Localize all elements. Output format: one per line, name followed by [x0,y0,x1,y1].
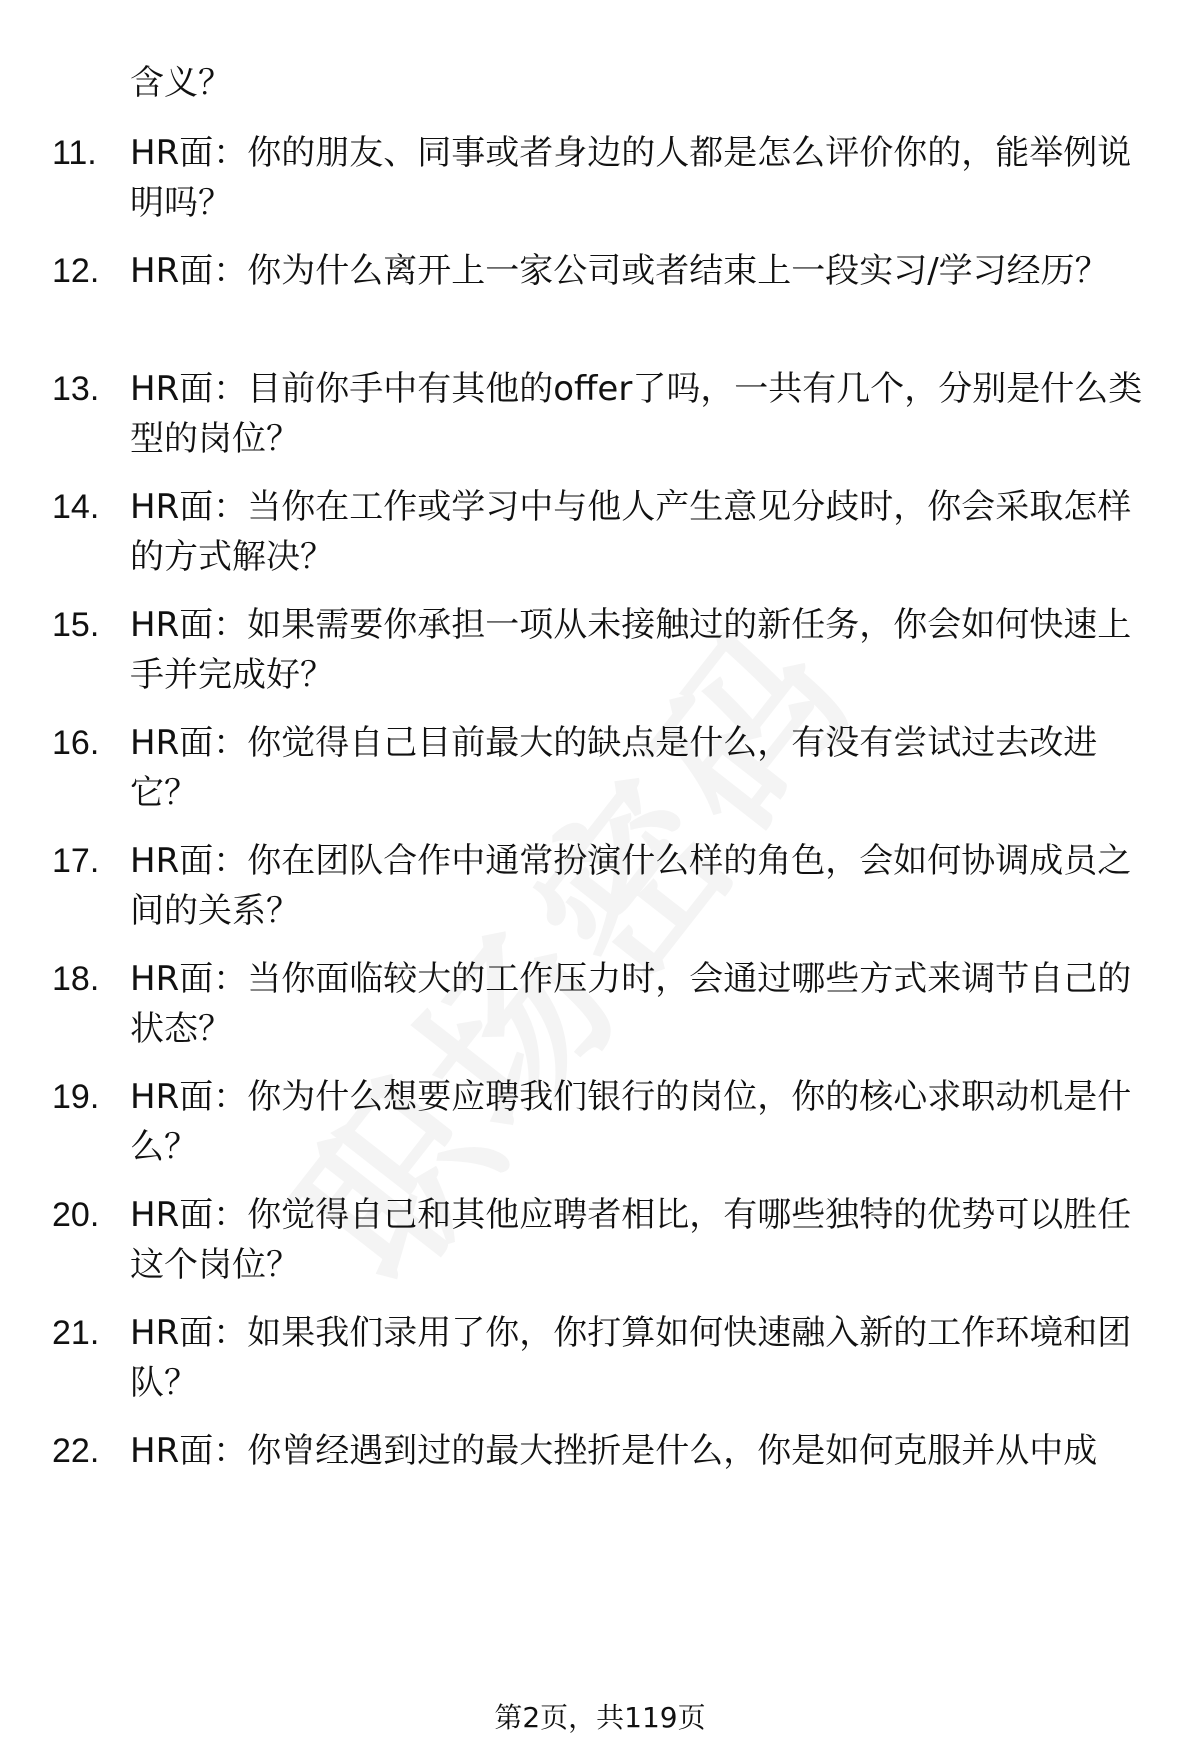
question-number: 22. [52,1432,100,1470]
question-number: 13. [52,370,100,408]
question-number: 11. [52,134,97,172]
continued-question-text: 含义？ [130,63,232,103]
question-text: HR面：你的朋友、同事或者身边的人都是怎么评价你的，能举例说明吗？ [130,133,1132,223]
question-text: HR面：你为什么离开上一家公司或者结束上一段实习/学习经历？ [130,251,1109,291]
question-text: HR面：你曾经遇到过的最大挫折是什么，你是如何克服并从中成 [130,1431,1098,1471]
question-text: HR面：你为什么想要应聘我们银行的岗位，你的核心求职动机是什么？ [130,1077,1132,1167]
question-text: HR面：如果需要你承担一项从未接触过的新任务，你会如何快速上手并完成好？ [130,605,1132,695]
question-number: 19. [52,1078,100,1116]
question-number: 20. [52,1196,100,1234]
question-number: 12. [52,252,100,290]
question-text: HR面：当你面临较大的工作压力时，会通过哪些方式来调节自己的状态？ [130,959,1132,1049]
question-number: 15. [52,606,100,644]
page-footer: 第2页，共119页 [494,1701,706,1734]
question-text: HR面：你觉得自己和其他应聘者相比，有哪些独特的优势可以胜任这个岗位？ [130,1195,1132,1285]
question-text: HR面：目前你手中有其他的offer了吗，一共有几个，分别是什么类型的岗位？ [130,369,1143,459]
question-text: HR面：你觉得自己目前最大的缺点是什么，有没有尝试过去改进它？ [130,723,1098,813]
question-number: 21. [52,1314,100,1352]
question-text: HR面：你在团队合作中通常扮演什么样的角色，会如何协调成员之间的关系？ [130,841,1132,931]
question-number: 17. [52,842,100,880]
question-number: 18. [52,960,100,998]
question-text: HR面：当你在工作或学习中与他人产生意见分歧时，你会采取怎样的方式解决？ [130,487,1132,577]
question-number: 14. [52,488,100,526]
question-text: HR面：如果我们录用了你，你打算如何快速融入新的工作环境和团队？ [130,1313,1132,1403]
question-number: 16. [52,724,100,762]
